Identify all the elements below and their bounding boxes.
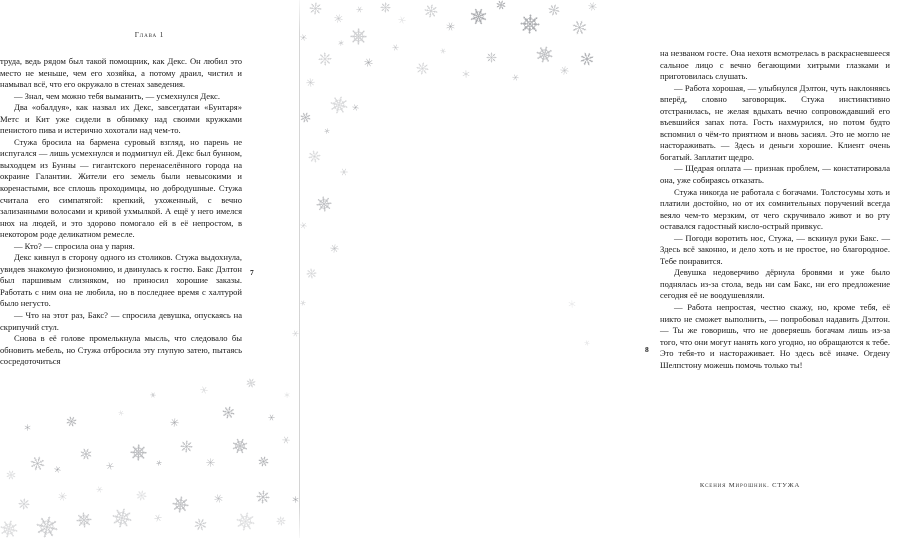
paragraph: труда, ведь рядом был такой помощник, как Декс. Он любил это место не меньше, чем его хозяйка, а потому драил, чистил и намывал всё, что его окружало в стенах заведения. — [0, 56, 242, 91]
page-number-left: 7 — [250, 268, 254, 277]
paragraph: Стужа бросила на бармена суровый взгляд, но парень не испугался — лишь усмехнулся и подмигнул ей. Декс был бунном, выходцем из Бунны — гигантского перенаселённого города на окраине Галантии. Жители его земель были невысокими и коренастыми, все сплошь проходимцы, но добродушные. Стужа считала его симпатягой: крепкий, ухоженный, с вечно зализанными волосами и кривой ухмылкой. А ещё у него имелся нюх на людей, и это здорово помогало ей в её непростом, в некотором роде деликатном ремесле. — [0, 137, 242, 241]
paragraph: — Щедрая оплата — признак проблем, — констатировала она, уже собираясь отказать. — [660, 163, 890, 186]
left-page-textblock — [0, 56, 242, 368]
paragraph: — Что на этот раз, Бакс? — спросила девушка, опускаясь на скрипучий стул. — [0, 310, 242, 333]
paragraph: — Работа непростая, честно скажу, но, кроме тебя, её никто не сможет выполнить, — попробовал надавить Дэлтон. — Ты же говоришь, что не доверяешь богачам лишь из-за того, что они могут нанять кого угодно, но обращаются к тебе. Это тебя-то и настораживает. Но здесь всё иначе. Огдену Шелпстону можешь помочь только ты! — [660, 302, 890, 371]
paragraph: на незваном госте. Она нехотя всмотрелась в раскрасневшееся сальное лицо с вечно бегающими хитрыми глазками и приготовилась слушать. — [660, 48, 890, 83]
paragraph: Декс кивнул в сторону одного из столиков. Стужа выдохнула, увидев знакомую физиономию, и двинулась к гостю. Бакс Дэлтон был паршивым слизняком, но приносил хорошие заказы. Работать с ним она не любила, но в последнее время с халтурой было негусто. — [0, 252, 242, 310]
paragraph: Девушка недоверчиво дёрнула бровями и уже было поднялась из-за стола, ведь ни сам Бакс, ни его предложение сегодня её не воодушевляли. — [660, 267, 890, 302]
paragraph: Два «обалдуя», как назвал их Декс, завсегдатаи «Бунтаря» Метс и Кит уже сидели в обнимку над своими кружками пенистого пива и истерично хохотали над чем-то. — [0, 102, 242, 137]
colophon-author-title: Ксения Мирошник. СТУЖА — [600, 482, 900, 489]
right-page — [300, 0, 600, 538]
paragraph: Стужа никогда не работала с богачами. Толстосумы хоть и платили достойно, но от их сомнительных поручений всегда веяло чем-то мерзким, от чего скручивало живот и во рту оставался гадостный кисло-острый привкус. — [660, 187, 890, 233]
right-page-textblock — [660, 48, 890, 371]
paragraph: — Знал, чем можно тебя выманить, — усмехнулся Декс. — [0, 91, 242, 103]
page-number-right: 8 — [645, 345, 649, 354]
paragraph: — Кто? — спросила она у парня. — [0, 241, 242, 253]
paragraph: Снова в её голове промелькнула мысль, что следовало бы обновить мебель, но Стужа отбросила эту глупую затею, пытаясь сосредоточиться — [0, 333, 242, 368]
paragraph: — Работа хорошая, — улыбнулся Дэлтон, чуть наклоняясь вперёд, словно заговорщик. Стужа инстинктивно отстранилась, не желая вдыхать вечно сопровождавший его въевшийся запах пота. Гость нахмурился, но потом будто вспомнил о чём-то приятном и вновь засиял. Это не могло не настораживать. — Здесь и деньги хорошие. Клиент очень богатый. Заплатит щедро. — [660, 83, 890, 164]
paragraph: — Погоди воротить нос, Стужа, — вскинул руки Бакс. — Здесь всё законно, и дело хоть и не простое, но благородное. Тебе понравится. — [660, 233, 890, 268]
running-head-chapter: Глава 1 — [0, 31, 299, 39]
left-page — [0, 0, 299, 538]
